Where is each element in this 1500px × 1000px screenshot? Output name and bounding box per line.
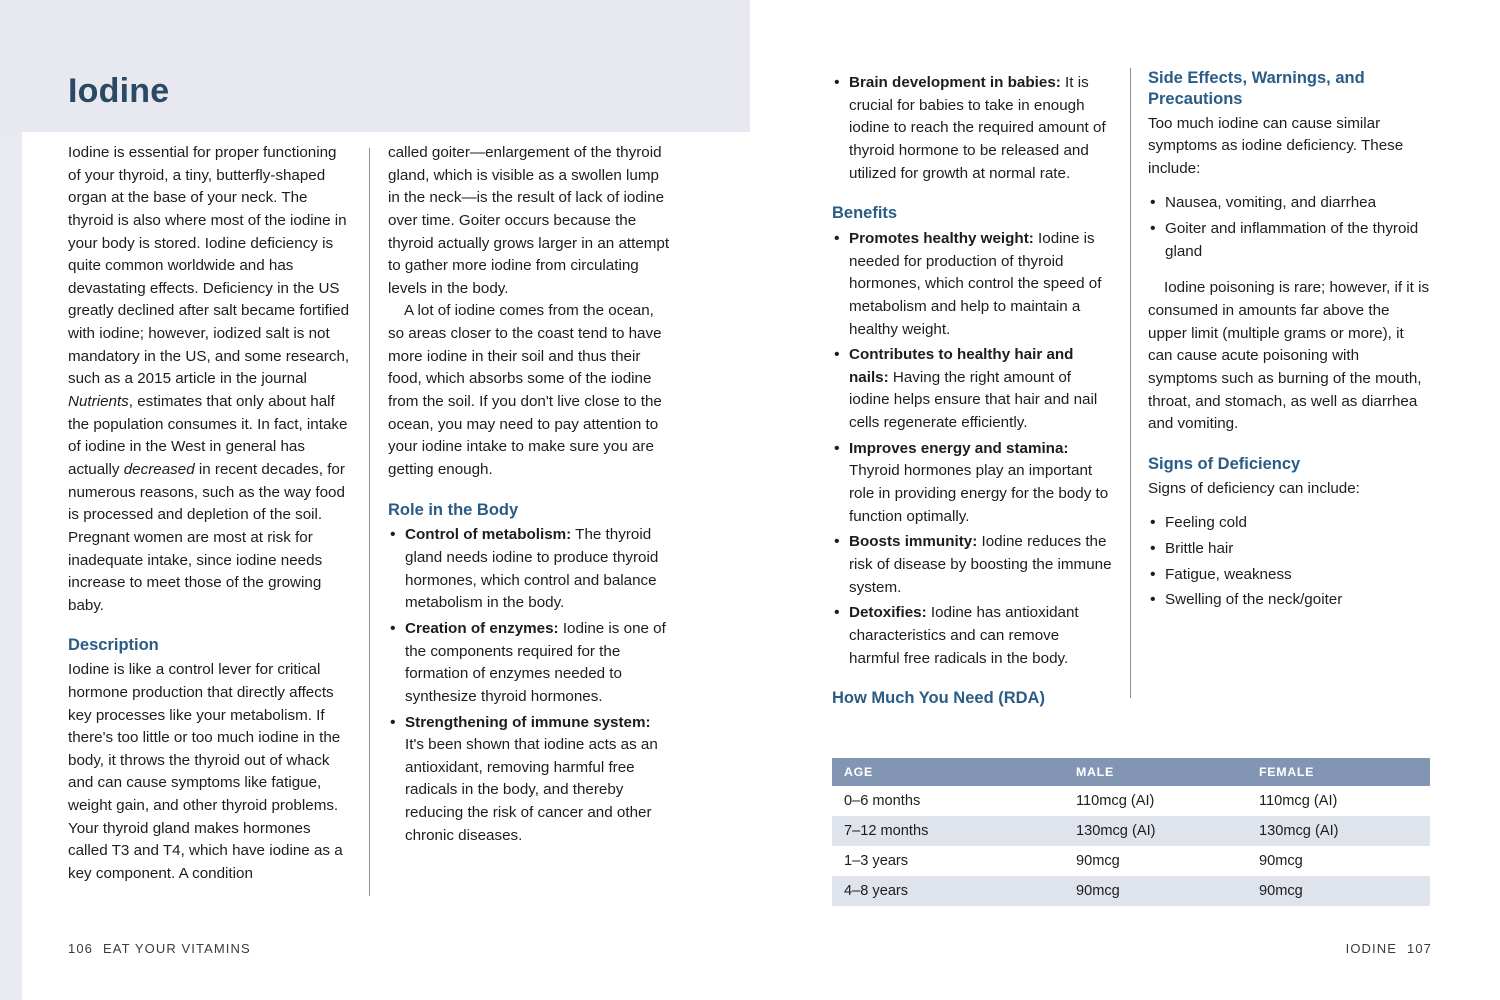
heading-side-effects: Side Effects, Warnings, and Precautions bbox=[1148, 69, 1365, 108]
table-cell-male: 90mcg bbox=[1064, 846, 1247, 876]
deficiency-intro: Signs of deficiency can include: bbox=[1148, 479, 1360, 497]
heading-rda: How Much You Need (RDA) bbox=[832, 689, 1045, 708]
table-cell-female: 90mcg bbox=[1247, 876, 1430, 906]
poisoning-paragraph: Iodine poisoning is rare; however, if it is consumed in amounts far above the upper limit (multiple grams or more), it can cause acute poisoning with symptoms such as burning of the mouth, throat, and stomach, as well as diarrhea and vomiting. bbox=[1148, 279, 1430, 433]
table-row bbox=[832, 846, 1430, 876]
list-item-lead: Promotes healthy weight: bbox=[849, 229, 1034, 247]
list-item-lead: Contributes to healthy hair and nails: bbox=[849, 346, 1074, 386]
list-item: • Swelling of the neck/goiter bbox=[1165, 589, 1430, 612]
ocean-paragraph: A lot of iodine comes from the ocean, so areas closer to the coast tend to have more iodine in their soil and thus their food, which absorbs some of the iodine from the soil. If you don't live close to the ocean, you may need to pay attention to your iodine intake to make sure you are getting enough. bbox=[388, 302, 662, 478]
page-number-left: 106 bbox=[68, 941, 93, 956]
list-item-text: The thyroid gland needs iodine to produce thyroid hormones, which control and balance metabolism in the body. bbox=[405, 526, 659, 612]
heading-benefits: Benefits bbox=[832, 204, 898, 223]
description-paragraph: Iodine is like a control lever for critical hormone production that directly affects key processes like your metabolism. If there's too little or too much iodine in the body, it throws the thyroid out of whack and can cause symptoms like fatigue, weight gain, and other thyroid problems. Your thyroid gland makes hormones called T3 and T4, which have iodine as a key component. A condition bbox=[68, 661, 343, 882]
list-item-lead: Boosts immunity: bbox=[849, 533, 978, 551]
list-item-lead: Improves energy and stamina: bbox=[849, 439, 1069, 457]
list-item bbox=[849, 72, 1112, 185]
title-band bbox=[0, 0, 750, 132]
list-item bbox=[405, 712, 670, 848]
list-item-text: Iodine is needed for production of thyroid hormones, which control the speed of metabolism and help to maintain a healthy weight. bbox=[849, 229, 1102, 338]
list-item bbox=[849, 602, 1112, 670]
intro-text-part3: in recent decades, for numerous reasons, such as the way food is processed and depletion of the soil. Pregnant women are most at risk for inadequate intake, since iodine needs increase to meet those of the growing baby. bbox=[68, 460, 345, 614]
column-divider-left bbox=[369, 148, 370, 896]
intro-text-part1: Iodine is essential for proper functioning of your thyroid, a tiny, butterfly-shaped organ at the base of your neck. The thyroid is also where most of the iodine in your body is stored. Iodine deficiency is quite common worldwide and has devastating effects. Deficiency in the US greatly declined after salt became fortified with iodine; however, iodized salt is not mandatory in the US, and some research, such as a 2015 article in the journal bbox=[68, 144, 350, 388]
table-row bbox=[832, 876, 1430, 906]
list-item bbox=[849, 228, 1112, 341]
page-title: Iodine bbox=[68, 72, 170, 110]
list-item-text: It's been shown that iodine acts as an antioxidant, removing harmful free radicals in the body, and thereby reducing the risk of cancer and other chronic diseases. bbox=[405, 736, 658, 844]
list-item bbox=[849, 531, 1112, 599]
table-cell-female: 110mcg (AI) bbox=[1247, 786, 1430, 816]
table-cell-age: 1–3 years bbox=[832, 846, 1064, 876]
rda-table bbox=[832, 758, 1430, 906]
table-cell-age: 0–6 months bbox=[832, 786, 1064, 816]
heading-signs-of-deficiency: Signs of Deficiency bbox=[1148, 454, 1301, 473]
list-item-text: Having the right amount of iodine helps ensure that hair and nail cells regenerate efficiently. bbox=[849, 368, 1098, 432]
intro-text-part2: , estimates that only about half the population consumes it. In fact, intake of iodine in the West in general has actually bbox=[68, 393, 348, 478]
table-cell-male: 90mcg bbox=[1064, 876, 1247, 906]
list-item bbox=[405, 524, 670, 615]
folio-left bbox=[68, 941, 251, 956]
benefits-list bbox=[832, 228, 1112, 670]
list-item-text: It is crucial for babies to take in enough iodine to reach the required amount of thyroid hormone to be released and utilized for growth at normal rate. bbox=[849, 74, 1106, 182]
left-page-column-2 bbox=[388, 142, 670, 850]
list-item-lead: Strengthening of immune system: bbox=[405, 713, 651, 731]
heading-description: Description bbox=[68, 636, 159, 655]
side-effects-intro: Too much iodine can cause similar symptoms as iodine deficiency. These include: bbox=[1148, 114, 1404, 177]
list-item: • Brittle hair bbox=[1165, 538, 1430, 561]
left-page-column-1 bbox=[68, 142, 350, 886]
table-cell-age: 7–12 months bbox=[832, 816, 1064, 846]
table-cell-age: 4–8 years bbox=[832, 876, 1064, 906]
table-header-female: FEMALE bbox=[1247, 758, 1430, 786]
left-gutter-band bbox=[0, 0, 22, 1000]
continued-list bbox=[832, 72, 1112, 185]
heading-role-in-the-body: Role in the Body bbox=[388, 500, 519, 519]
list-item-lead: Control of metabolism: bbox=[405, 526, 572, 544]
deficiency-list bbox=[1148, 512, 1430, 612]
list-item-lead: Creation of enzymes: bbox=[405, 619, 559, 637]
column-divider-right bbox=[1130, 68, 1131, 698]
page-number-right: 107 bbox=[1407, 941, 1432, 956]
list-item: • Goiter and inflammation of the thyroid gland bbox=[1165, 218, 1430, 263]
journal-name: Nutrients bbox=[68, 393, 129, 411]
list-item-text: Iodine reduces the risk of disease by boosting the immune system. bbox=[849, 533, 1112, 596]
list-item-lead: Brain development in babies: bbox=[849, 74, 1061, 91]
table-header-age: AGE bbox=[832, 758, 1064, 786]
list-item bbox=[849, 344, 1112, 435]
side-effects-list bbox=[1148, 192, 1430, 263]
emphasis-decreased: decreased bbox=[123, 460, 195, 478]
folio-right bbox=[1346, 941, 1432, 956]
table-row bbox=[832, 786, 1430, 816]
table-row bbox=[832, 816, 1430, 846]
right-page-column-2 bbox=[1148, 68, 1430, 615]
list-item: • Nausea, vomiting, and diarrhea bbox=[1165, 192, 1430, 215]
list-item bbox=[405, 618, 670, 709]
list-item-text: Iodine is one of the components required for the formation of enzymes needed to synthesize thyroid hormones. bbox=[405, 619, 666, 705]
table-cell-female: 90mcg bbox=[1247, 846, 1430, 876]
table-cell-female: 130mcg (AI) bbox=[1247, 816, 1430, 846]
list-item-text: Iodine has antioxidant characteristics and can remove harmful free radicals in the body. bbox=[849, 604, 1079, 667]
intro-paragraph bbox=[68, 142, 350, 617]
table-cell-male: 130mcg (AI) bbox=[1064, 816, 1247, 846]
table-header-row bbox=[832, 758, 1430, 786]
list-item bbox=[849, 438, 1112, 529]
table-cell-male: 110mcg (AI) bbox=[1064, 786, 1247, 816]
chapter-title: IODINE bbox=[1345, 941, 1397, 956]
list-item-text: Thyroid hormones play an important role in providing energy for the body to function optimally. bbox=[849, 462, 1109, 525]
list-item: • Feeling cold bbox=[1165, 512, 1430, 535]
goiter-paragraph: called goiter—enlargement of the thyroid gland, which is visible as a swollen lump in the neck—is the result of lack of iodine over time. Goiter occurs because the thyroid actually grows larger in an attempt to gather more iodine from circulating levels in the body. bbox=[388, 144, 670, 297]
role-list bbox=[388, 524, 670, 847]
book-title: EAT YOUR VITAMINS bbox=[103, 941, 251, 956]
list-item-lead: Detoxifies: bbox=[849, 604, 927, 622]
right-page-column-1 bbox=[832, 68, 1112, 712]
list-item: • Fatigue, weakness bbox=[1165, 564, 1430, 587]
table-header-male: MALE bbox=[1064, 758, 1247, 786]
